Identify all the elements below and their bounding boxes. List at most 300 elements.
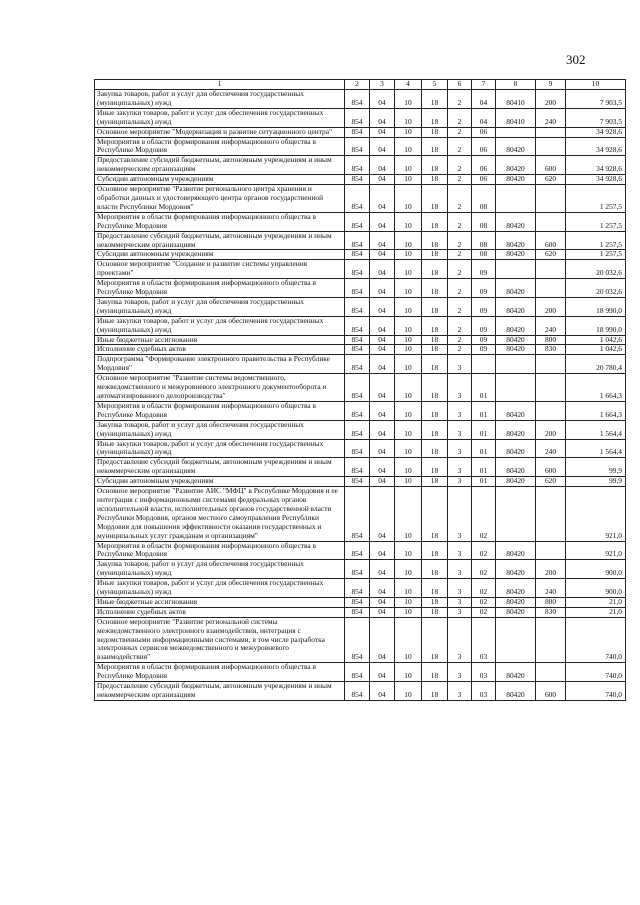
- cell-subprogram: 3: [448, 541, 472, 560]
- cell-expense-type: 620: [536, 250, 566, 260]
- cell-subsection: 10: [395, 260, 422, 279]
- cell-subprogram: 3: [448, 663, 472, 682]
- column-header-3: 3: [370, 80, 395, 90]
- cell-program: 18: [422, 617, 448, 663]
- cell-section: 04: [370, 401, 395, 420]
- cell-program: 18: [422, 420, 448, 439]
- cell-subsection: 10: [395, 335, 422, 345]
- cell-direction: 80420: [496, 316, 536, 335]
- cell-expense-type: [536, 212, 566, 231]
- cell-subprogram: 2: [448, 127, 472, 137]
- cell-direction: 80410: [496, 108, 536, 127]
- table-row: [95, 297, 626, 316]
- cell-direction: 80420: [496, 231, 536, 250]
- cell-program: 18: [422, 663, 448, 682]
- cell-amount: 34 928,6: [566, 137, 626, 156]
- cell-expense-type: 600: [536, 231, 566, 250]
- cell-ministry: 854: [345, 607, 370, 617]
- cell-name: Мероприятия в области формирования информационного общества в Республике Мордовия: [95, 212, 345, 231]
- cell-ministry: 854: [345, 439, 370, 458]
- cell-program: 18: [422, 185, 448, 213]
- cell-expense-type: [536, 355, 566, 374]
- table-row: [95, 279, 626, 298]
- cell-direction: 80420: [496, 137, 536, 156]
- cell-name: Мероприятия в области формирования информационного общества в Республике Мордовия: [95, 279, 345, 298]
- cell-activity: 04: [472, 108, 496, 127]
- cell-name: Закупка товаров, работ и услуг для обеспечения государственных (муниципальных) нужд: [95, 90, 345, 109]
- cell-direction: 80420: [496, 335, 536, 345]
- cell-subprogram: 3: [448, 617, 472, 663]
- cell-expense-type: [536, 374, 566, 402]
- cell-name: Закупка товаров, работ и услуг для обеспечения государственных (муниципальных) нужд: [95, 420, 345, 439]
- cell-activity: 06: [472, 127, 496, 137]
- table-body: [95, 90, 626, 701]
- cell-ministry: 854: [345, 185, 370, 213]
- cell-direction: [496, 260, 536, 279]
- cell-subsection: 10: [395, 90, 422, 109]
- table-row: [95, 617, 626, 663]
- cell-name: Основное мероприятие "Модернизация и развитие ситуационного центра": [95, 127, 345, 137]
- cell-amount: 740,0: [566, 682, 626, 701]
- cell-name: Иные закупки товаров, работ и услуг для обеспечения государственных (муниципальных) нужд: [95, 579, 345, 598]
- cell-name: Основное мероприятие "Развитие регионального центра хранения и обработки данных и удостоверяющего центра органов государственной власти Республики Мордовия": [95, 185, 345, 213]
- cell-subprogram: 3: [448, 597, 472, 607]
- cell-activity: 02: [472, 579, 496, 598]
- cell-subsection: 10: [395, 175, 422, 185]
- cell-expense-type: 800: [536, 335, 566, 345]
- cell-name: Иные закупки товаров, работ и услуг для обеспечения государственных (муниципальных) нужд: [95, 316, 345, 335]
- cell-amount: 921,0: [566, 541, 626, 560]
- cell-activity: 08: [472, 212, 496, 231]
- cell-amount: 20 780,4: [566, 355, 626, 374]
- cell-amount: 1 257,5: [566, 212, 626, 231]
- table-row: [95, 420, 626, 439]
- cell-section: 04: [370, 185, 395, 213]
- cell-expense-type: [536, 137, 566, 156]
- cell-subprogram: 2: [448, 297, 472, 316]
- table-row: [95, 682, 626, 701]
- cell-expense-type: 620: [536, 175, 566, 185]
- cell-direction: 80410: [496, 90, 536, 109]
- cell-name: Субсидии автономным учреждениям: [95, 250, 345, 260]
- cell-amount: 20 032,6: [566, 260, 626, 279]
- table-row: [95, 156, 626, 175]
- cell-ministry: 854: [345, 297, 370, 316]
- cell-activity: 01: [472, 439, 496, 458]
- cell-program: 18: [422, 374, 448, 402]
- cell-ministry: 854: [345, 212, 370, 231]
- header-row: [95, 80, 626, 90]
- cell-subprogram: 2: [448, 260, 472, 279]
- cell-section: 04: [370, 439, 395, 458]
- cell-activity: 09: [472, 260, 496, 279]
- cell-expense-type: 240: [536, 579, 566, 598]
- column-header-10: 10: [566, 80, 626, 90]
- cell-subprogram: 2: [448, 316, 472, 335]
- cell-subsection: 10: [395, 682, 422, 701]
- cell-program: 18: [422, 250, 448, 260]
- table-row: [95, 355, 626, 374]
- cell-ministry: 854: [345, 355, 370, 374]
- cell-amount: 921,0: [566, 487, 626, 541]
- cell-ministry: 854: [345, 682, 370, 701]
- cell-activity: 06: [472, 156, 496, 175]
- cell-subsection: 10: [395, 401, 422, 420]
- cell-amount: 1 664,3: [566, 374, 626, 402]
- cell-subprogram: 3: [448, 401, 472, 420]
- cell-subprogram: 2: [448, 231, 472, 250]
- cell-program: 18: [422, 579, 448, 598]
- cell-section: 04: [370, 458, 395, 477]
- cell-subsection: 10: [395, 212, 422, 231]
- table-row: [95, 597, 626, 607]
- cell-program: 18: [422, 477, 448, 487]
- table-row: [95, 477, 626, 487]
- cell-activity: 01: [472, 477, 496, 487]
- cell-program: 18: [422, 212, 448, 231]
- table-row: [95, 185, 626, 213]
- cell-subsection: 10: [395, 108, 422, 127]
- table-row: [95, 439, 626, 458]
- cell-ministry: 854: [345, 560, 370, 579]
- cell-amount: 1 257,5: [566, 185, 626, 213]
- cell-ministry: 854: [345, 279, 370, 298]
- table-row: [95, 458, 626, 477]
- cell-activity: 03: [472, 682, 496, 701]
- cell-ministry: 854: [345, 175, 370, 185]
- column-header-8: 8: [496, 80, 536, 90]
- cell-ministry: 854: [345, 316, 370, 335]
- cell-subsection: 10: [395, 560, 422, 579]
- cell-activity: 09: [472, 297, 496, 316]
- table-row: [95, 579, 626, 598]
- cell-amount: 1 664,3: [566, 401, 626, 420]
- cell-program: 18: [422, 90, 448, 109]
- cell-subprogram: 3: [448, 579, 472, 598]
- cell-expense-type: [536, 185, 566, 213]
- cell-subprogram: 2: [448, 175, 472, 185]
- budget-table: [94, 79, 626, 701]
- cell-activity: 03: [472, 663, 496, 682]
- cell-name: Иные бюджетные ассигнования: [95, 597, 345, 607]
- table-row: [95, 487, 626, 541]
- cell-section: 04: [370, 607, 395, 617]
- cell-section: 04: [370, 108, 395, 127]
- cell-expense-type: [536, 663, 566, 682]
- table-row: [95, 663, 626, 682]
- cell-subprogram: 3: [448, 607, 472, 617]
- cell-section: 04: [370, 420, 395, 439]
- cell-subsection: 10: [395, 355, 422, 374]
- column-header-1: 1: [95, 80, 345, 90]
- cell-program: 18: [422, 231, 448, 250]
- table-row: [95, 541, 626, 560]
- cell-subsection: 10: [395, 279, 422, 298]
- cell-subprogram: 3: [448, 458, 472, 477]
- cell-name: Предоставление субсидий бюджетным, автономным учреждениям и иным некоммерческим организациям: [95, 156, 345, 175]
- cell-subprogram: 3: [448, 487, 472, 541]
- cell-name: Закупка товаров, работ и услуг для обеспечения государственных (муниципальных) нужд: [95, 560, 345, 579]
- cell-direction: [496, 374, 536, 402]
- cell-direction: 80420: [496, 560, 536, 579]
- cell-ministry: 854: [345, 108, 370, 127]
- cell-ministry: 854: [345, 90, 370, 109]
- cell-section: 04: [370, 335, 395, 345]
- cell-subprogram: 3: [448, 477, 472, 487]
- cell-direction: 80420: [496, 175, 536, 185]
- cell-section: 04: [370, 355, 395, 374]
- cell-subprogram: 2: [448, 279, 472, 298]
- cell-name: Мероприятия в области формирования информационного общества в Республике Мордовия: [95, 541, 345, 560]
- cell-direction: [496, 185, 536, 213]
- cell-subsection: 10: [395, 156, 422, 175]
- table-row: [95, 401, 626, 420]
- table-row: [95, 560, 626, 579]
- cell-name: Субсидии автономным учреждениям: [95, 175, 345, 185]
- cell-program: 18: [422, 597, 448, 607]
- cell-activity: 08: [472, 185, 496, 213]
- table-row: [95, 231, 626, 250]
- cell-section: 04: [370, 156, 395, 175]
- cell-subprogram: 2: [448, 137, 472, 156]
- table-row: [95, 90, 626, 109]
- cell-program: 18: [422, 279, 448, 298]
- cell-subsection: 10: [395, 607, 422, 617]
- cell-subsection: 10: [395, 345, 422, 355]
- cell-name: Основное мероприятие "Развитие АИС "МФЦ" в Республике Мордовия и ее интеграция с информационными системами федеральных органов исполнительной власти, исполнительных органов государственной власти Республики Мордовия, органов местного самоуправления Республики Мордовия для повышения эффективности оказания государственных и муниципальных услуг гражданам и организациям": [95, 487, 345, 541]
- cell-subsection: 10: [395, 316, 422, 335]
- cell-expense-type: 830: [536, 607, 566, 617]
- cell-section: 04: [370, 137, 395, 156]
- cell-ministry: 854: [345, 335, 370, 345]
- cell-direction: 80420: [496, 477, 536, 487]
- cell-amount: 740,0: [566, 617, 626, 663]
- cell-program: 18: [422, 355, 448, 374]
- cell-program: 18: [422, 137, 448, 156]
- cell-subprogram: 2: [448, 108, 472, 127]
- cell-program: 18: [422, 156, 448, 175]
- cell-amount: 18 990,0: [566, 297, 626, 316]
- table-row: [95, 250, 626, 260]
- cell-direction: 80420: [496, 597, 536, 607]
- cell-subsection: 10: [395, 663, 422, 682]
- cell-section: 04: [370, 560, 395, 579]
- cell-activity: 06: [472, 175, 496, 185]
- cell-direction: 80420: [496, 297, 536, 316]
- cell-section: 04: [370, 477, 395, 487]
- cell-section: 04: [370, 212, 395, 231]
- cell-section: 04: [370, 90, 395, 109]
- table-row: [95, 607, 626, 617]
- cell-section: 04: [370, 579, 395, 598]
- table-row: [95, 374, 626, 402]
- cell-subsection: 10: [395, 477, 422, 487]
- cell-direction: 80420: [496, 250, 536, 260]
- cell-program: 18: [422, 335, 448, 345]
- cell-name: Исполнение судебных актов: [95, 345, 345, 355]
- cell-activity: 08: [472, 250, 496, 260]
- cell-activity: [472, 355, 496, 374]
- cell-expense-type: [536, 487, 566, 541]
- cell-subprogram: 2: [448, 250, 472, 260]
- cell-expense-type: 600: [536, 458, 566, 477]
- cell-program: 18: [422, 439, 448, 458]
- cell-name: Основное мероприятие "Развитие региональной системы межведомственного электронного взаимодействия, интеграция с ведомственными информационными системами, в том числе разработка электронных сервисов межведомственного и межуровневого взаимодействия": [95, 617, 345, 663]
- cell-subsection: 10: [395, 231, 422, 250]
- cell-ministry: 854: [345, 541, 370, 560]
- cell-subprogram: 3: [448, 420, 472, 439]
- cell-direction: 80420: [496, 607, 536, 617]
- cell-activity: 02: [472, 487, 496, 541]
- cell-activity: 01: [472, 420, 496, 439]
- cell-direction: 80420: [496, 212, 536, 231]
- cell-direction: [496, 617, 536, 663]
- cell-direction: 80420: [496, 579, 536, 598]
- cell-subsection: 10: [395, 458, 422, 477]
- cell-direction: 80420: [496, 439, 536, 458]
- cell-activity: 01: [472, 401, 496, 420]
- cell-ministry: 854: [345, 127, 370, 137]
- cell-expense-type: [536, 541, 566, 560]
- cell-amount: 99,9: [566, 458, 626, 477]
- cell-program: 18: [422, 316, 448, 335]
- cell-section: 04: [370, 260, 395, 279]
- cell-section: 04: [370, 541, 395, 560]
- cell-subsection: 10: [395, 487, 422, 541]
- cell-name: Иные бюджетные ассигнования: [95, 335, 345, 345]
- cell-program: 18: [422, 458, 448, 477]
- column-header-7: 7: [472, 80, 496, 90]
- cell-subprogram: 2: [448, 212, 472, 231]
- cell-section: 04: [370, 682, 395, 701]
- cell-section: 04: [370, 175, 395, 185]
- cell-section: 04: [370, 487, 395, 541]
- cell-subprogram: 3: [448, 374, 472, 402]
- cell-subsection: 10: [395, 597, 422, 607]
- cell-name: Иные закупки товаров, работ и услуг для обеспечения государственных (муниципальных) нужд: [95, 439, 345, 458]
- cell-amount: 18 990,0: [566, 316, 626, 335]
- cell-program: 18: [422, 487, 448, 541]
- cell-amount: 740,0: [566, 663, 626, 682]
- table-row: [95, 137, 626, 156]
- cell-program: 18: [422, 108, 448, 127]
- cell-name: Субсидии автономным учреждениям: [95, 477, 345, 487]
- cell-amount: 1 257,5: [566, 250, 626, 260]
- cell-program: 18: [422, 175, 448, 185]
- cell-program: 18: [422, 541, 448, 560]
- cell-activity: 04: [472, 90, 496, 109]
- table-row: [95, 316, 626, 335]
- cell-program: 18: [422, 401, 448, 420]
- table-row: [95, 345, 626, 355]
- cell-section: 04: [370, 127, 395, 137]
- table-row: [95, 212, 626, 231]
- cell-amount: 34 928,6: [566, 127, 626, 137]
- cell-section: 04: [370, 345, 395, 355]
- cell-activity: 06: [472, 137, 496, 156]
- cell-expense-type: [536, 279, 566, 298]
- table-row: [95, 175, 626, 185]
- cell-subsection: 10: [395, 185, 422, 213]
- cell-name: Основное мероприятие "Создание и развитие системы управления проектами": [95, 260, 345, 279]
- cell-amount: 1 042,6: [566, 335, 626, 345]
- cell-expense-type: 830: [536, 345, 566, 355]
- column-header-4: 4: [395, 80, 422, 90]
- cell-ministry: 854: [345, 597, 370, 607]
- cell-section: 04: [370, 250, 395, 260]
- cell-program: 18: [422, 682, 448, 701]
- cell-expense-type: [536, 127, 566, 137]
- cell-expense-type: 200: [536, 560, 566, 579]
- cell-name: Предоставление субсидий бюджетным, автономным учреждениям и иным некоммерческим организациям: [95, 231, 345, 250]
- cell-subprogram: 3: [448, 439, 472, 458]
- cell-subprogram: 2: [448, 335, 472, 345]
- cell-amount: 21,0: [566, 607, 626, 617]
- cell-program: 18: [422, 345, 448, 355]
- cell-ministry: 854: [345, 156, 370, 175]
- cell-section: 04: [370, 617, 395, 663]
- cell-amount: 7 903,5: [566, 108, 626, 127]
- cell-direction: 80420: [496, 401, 536, 420]
- cell-amount: 7 903,5: [566, 90, 626, 109]
- cell-name: Предоставление субсидий бюджетным, автономным учреждениям и иным некоммерческим организациям: [95, 682, 345, 701]
- cell-ministry: 854: [345, 487, 370, 541]
- cell-ministry: 854: [345, 663, 370, 682]
- cell-expense-type: 800: [536, 597, 566, 607]
- cell-direction: 80420: [496, 663, 536, 682]
- cell-program: 18: [422, 127, 448, 137]
- cell-subprogram: 2: [448, 90, 472, 109]
- cell-subsection: 10: [395, 617, 422, 663]
- cell-amount: 1 564,4: [566, 420, 626, 439]
- cell-amount: 20 032,6: [566, 279, 626, 298]
- cell-subprogram: 3: [448, 682, 472, 701]
- cell-subsection: 10: [395, 374, 422, 402]
- column-header-2: 2: [345, 80, 370, 90]
- page-number: 302: [566, 52, 586, 67]
- cell-program: 18: [422, 297, 448, 316]
- cell-amount: 900,0: [566, 579, 626, 598]
- cell-subprogram: 3: [448, 355, 472, 374]
- cell-program: 18: [422, 607, 448, 617]
- cell-ministry: 854: [345, 458, 370, 477]
- cell-subprogram: 2: [448, 185, 472, 213]
- cell-ministry: 854: [345, 231, 370, 250]
- cell-activity: 09: [472, 335, 496, 345]
- cell-ministry: 854: [345, 477, 370, 487]
- cell-activity: 02: [472, 560, 496, 579]
- table-row: [95, 127, 626, 137]
- cell-name: Мероприятия в области формирования информационного общества в Республике Мордовия: [95, 137, 345, 156]
- cell-subsection: 10: [395, 420, 422, 439]
- cell-direction: 80420: [496, 682, 536, 701]
- cell-direction: 80420: [496, 420, 536, 439]
- column-header-9: 9: [536, 80, 566, 90]
- cell-section: 04: [370, 231, 395, 250]
- table-row: [95, 335, 626, 345]
- cell-ministry: 854: [345, 137, 370, 156]
- cell-name: Закупка товаров, работ и услуг для обеспечения государственных (муниципальных) нужд: [95, 297, 345, 316]
- cell-section: 04: [370, 316, 395, 335]
- cell-activity: 02: [472, 597, 496, 607]
- cell-ministry: 854: [345, 617, 370, 663]
- table-row: [95, 260, 626, 279]
- cell-program: 18: [422, 260, 448, 279]
- cell-expense-type: 240: [536, 108, 566, 127]
- cell-amount: 1 042,6: [566, 345, 626, 355]
- cell-amount: 21,0: [566, 597, 626, 607]
- cell-section: 04: [370, 297, 395, 316]
